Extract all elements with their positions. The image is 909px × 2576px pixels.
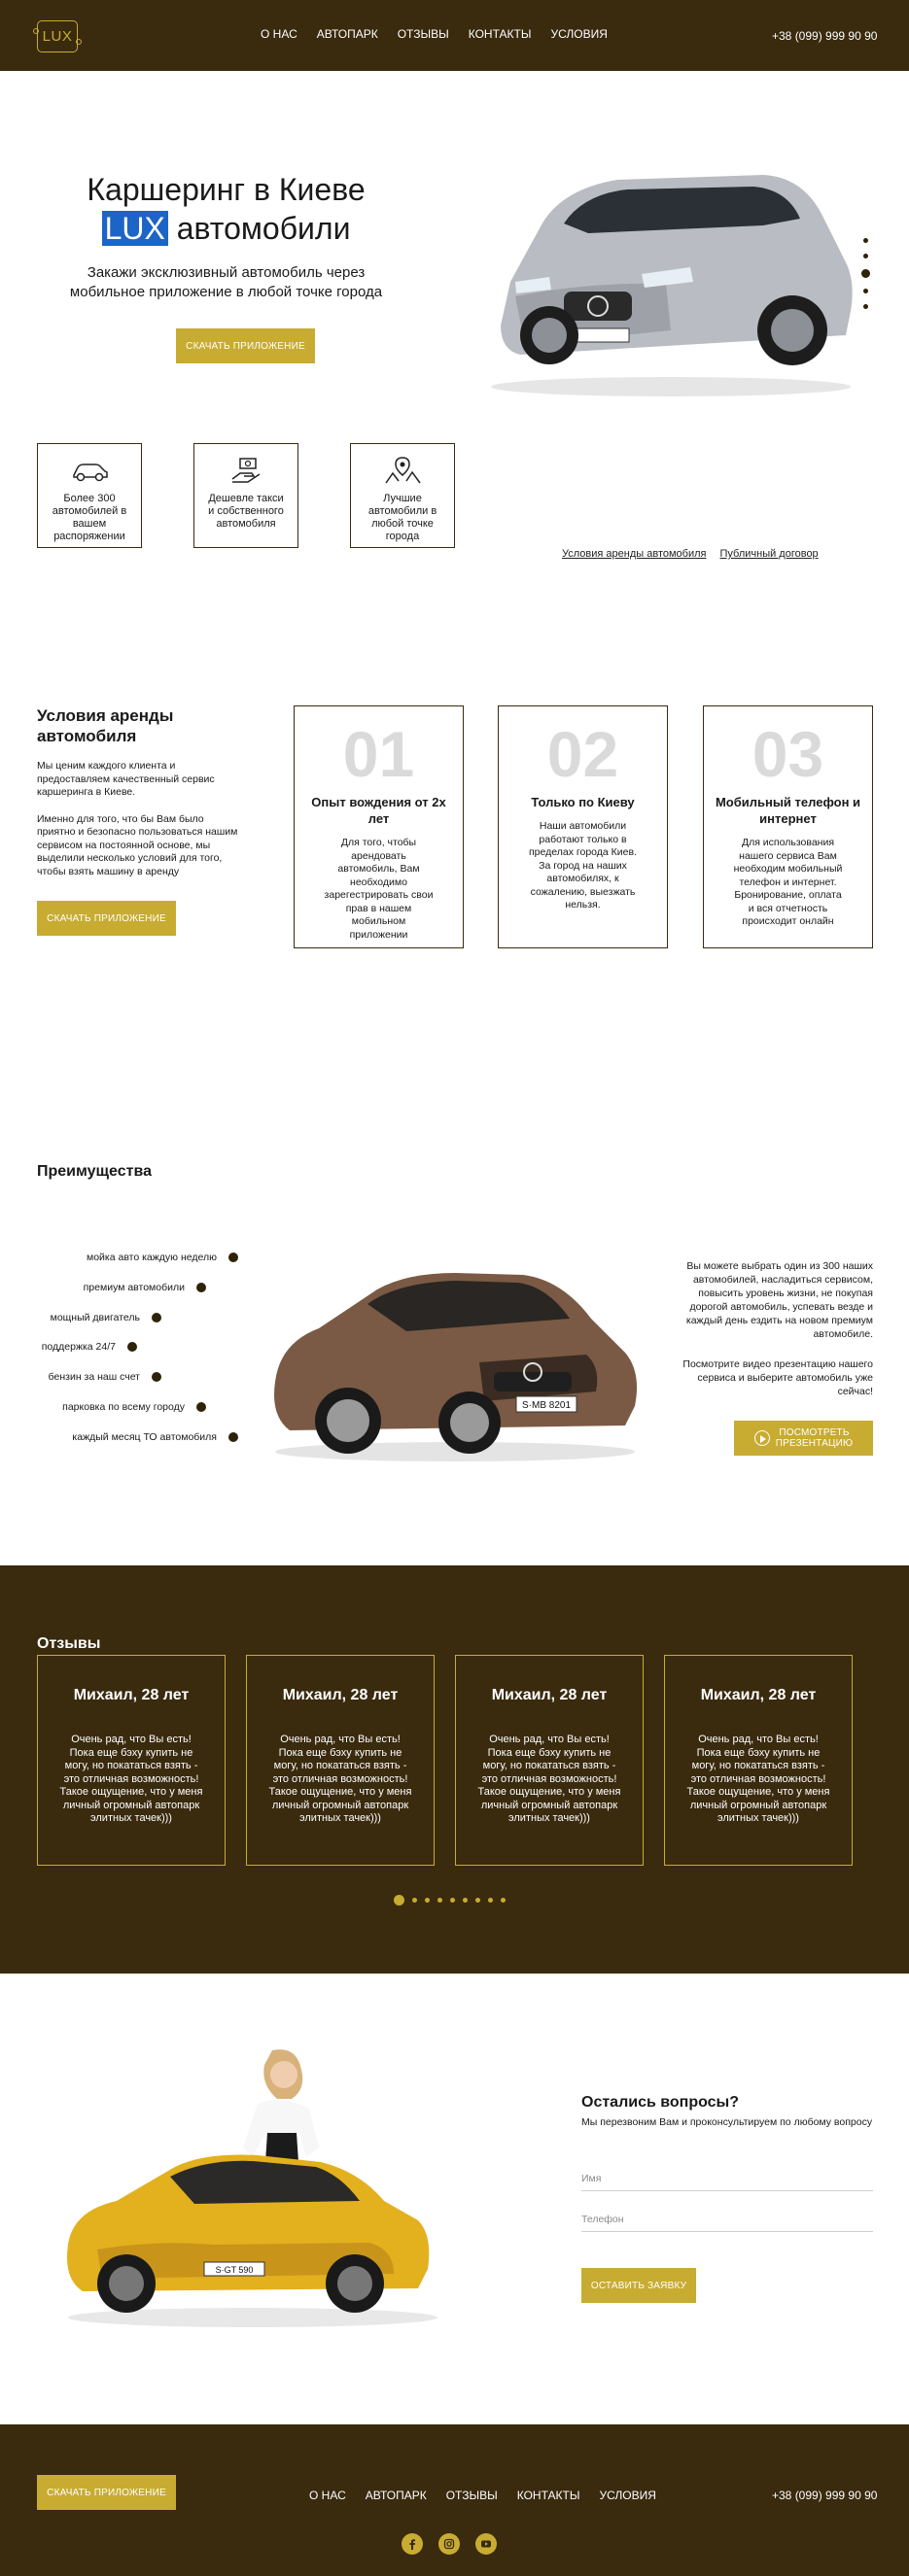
slider-dot[interactable] xyxy=(863,254,868,258)
condition-title: Опыт вождения от 2х лет xyxy=(311,795,446,826)
bullet-icon xyxy=(152,1313,161,1322)
advantage-label: каждый месяц ТО автомобиля xyxy=(72,1430,217,1443)
footer-nav-about[interactable]: О НАС xyxy=(309,2489,346,2502)
slider-dot[interactable] xyxy=(863,289,868,293)
header-phone[interactable]: +38 (099) 999 90 90 xyxy=(772,29,878,43)
watch-presentation-button[interactable] xyxy=(734,1421,873,1456)
hero-suv-image xyxy=(472,136,865,403)
condition-text: Для того, чтобы арендовать автомобиль, Вам необходимо зарегестрировать свои прав в нашем мобильном приложении xyxy=(324,837,434,941)
advantage-item xyxy=(87,1251,238,1263)
site-header xyxy=(0,0,909,71)
pagination-dot[interactable] xyxy=(450,1898,455,1903)
hero-title xyxy=(58,170,394,248)
hero-lux-badge: LUX xyxy=(102,211,168,246)
nav-contacts[interactable]: КОНТАКТЫ xyxy=(468,27,532,41)
footer-nav xyxy=(309,2489,656,2502)
bullet-icon xyxy=(196,1283,206,1292)
pagination-dot[interactable] xyxy=(412,1898,417,1903)
presentation-label xyxy=(776,1427,854,1449)
slider-dot-active[interactable] xyxy=(861,269,870,278)
advantage-label: мощный двигатель xyxy=(50,1311,140,1323)
conditions-paragraph: Мы ценим каждого клиента и предоставляем качественный сервис каршеринга в Киеве. xyxy=(37,760,215,798)
advantage-item xyxy=(84,1281,206,1293)
slider-dot[interactable] xyxy=(863,238,868,243)
map-pin-icon xyxy=(381,456,424,485)
footer-nav-terms[interactable]: УСЛОВИЯ xyxy=(599,2489,656,2502)
advantage-item xyxy=(72,1430,238,1443)
presentation-label-line2: ПРЕЗЕНТАЦИЮ xyxy=(775,1438,854,1449)
car-icon xyxy=(68,456,111,485)
footer-phone[interactable]: +38 (099) 999 90 90 xyxy=(772,2489,878,2502)
review-text: Очень рад, что Вы есть! Пока еще бэху купить не могу, но покататься взять - это отличная возможность! Такое ощущение, что у меня личный огромный автопарк элитных тачек))) xyxy=(268,1734,412,1824)
advantage-item xyxy=(51,1311,161,1323)
condition-title: Только по Киеву xyxy=(531,795,635,809)
nav-terms[interactable]: УСЛОВИЯ xyxy=(550,27,608,41)
review-author: Михаил, 28 лет xyxy=(282,1687,399,1703)
feature-card xyxy=(350,443,455,548)
advantage-item xyxy=(42,1340,137,1353)
advantages-description: Вы можете выбрать один из 300 наших автомобилей, насладиться сервисом, повысить уровень жизни, не покупая дорогой автомобиль, успевать везде и каждый день ездить на новом премиум автомобиле. xyxy=(685,1260,873,1340)
play-icon xyxy=(754,1430,770,1446)
reviews-title: Отзывы xyxy=(37,1635,101,1652)
condition-number: 01 xyxy=(342,718,415,790)
nav-reviews[interactable]: ОТЗЫВЫ xyxy=(397,27,449,41)
review-text: Очень рад, что Вы есть! Пока еще бэху купить не могу, но покататься взять - это отличная возможность! Такое ощущение, что у меня личный огромный автопарк элитных тачек))) xyxy=(477,1734,621,1824)
phone-input[interactable] xyxy=(581,2207,873,2232)
pagination-dot-active[interactable] xyxy=(394,1895,404,1906)
footer-nav-contacts[interactable]: КОНТАКТЫ xyxy=(516,2489,580,2502)
advantage-label: поддержка 24/7 xyxy=(41,1340,116,1353)
footer-nav-reviews[interactable]: ОТЗЫВЫ xyxy=(445,2489,498,2502)
review-author: Михаил, 28 лет xyxy=(700,1687,817,1703)
money-hand-icon xyxy=(225,456,267,485)
download-app-button[interactable]: СКАЧАТЬ ПРИЛОЖЕНИЕ xyxy=(176,328,315,363)
hero-title-line2: автомобили xyxy=(167,211,351,246)
condition-number: 03 xyxy=(752,718,824,790)
nav-fleet[interactable]: АВТОПАРК xyxy=(316,27,378,41)
pagination-dot[interactable] xyxy=(501,1898,506,1903)
review-card xyxy=(455,1655,644,1866)
advantage-item xyxy=(62,1400,206,1413)
nav-about[interactable]: О НАС xyxy=(261,27,297,41)
condition-card xyxy=(294,705,464,948)
review-card xyxy=(664,1655,853,1866)
bullet-icon xyxy=(152,1372,161,1382)
woman-with-car-image xyxy=(58,2041,447,2332)
conditions-paragraph: Именно для того, что бы Вам было приятно и безопасно пользоваться нашим сервисом на постоянной основе, мы выделили несколько условий для того, чтобы взять машину в аренду xyxy=(37,812,238,877)
review-text: Очень рад, что Вы есть! Пока еще бэху купить не могу, но покататься взять - это отличная возможность! Такое ощущение, что у меня личный огромный автопарк элитных тачек))) xyxy=(686,1734,830,1824)
advantages-cta-text: Посмотрите видео презентацию нашего сервиса и выберите автомобиль уже сейчас! xyxy=(682,1358,873,1397)
condition-text: Для использования нашего сервиса Вам необходим мобильный телефон и интернет. Бронирование, оплата и вся отчетность происходит онлайн xyxy=(733,837,843,927)
condition-card xyxy=(703,705,873,948)
contract-link[interactable]: Публичный договор xyxy=(719,548,819,560)
pagination-dot[interactable] xyxy=(425,1898,430,1903)
pagination-dot[interactable] xyxy=(488,1898,493,1903)
hero-title-line1: Каршеринг в Киеве xyxy=(87,172,366,207)
bullet-icon xyxy=(228,1432,238,1442)
reviews-pagination xyxy=(394,1895,506,1906)
contact-title: Остались вопросы? xyxy=(581,2094,739,2111)
hero-slider-dots xyxy=(863,238,870,309)
advantage-label: бензин за наш счет xyxy=(48,1370,140,1383)
pagination-dot[interactable] xyxy=(475,1898,480,1903)
facebook-icon[interactable] xyxy=(402,2533,423,2555)
presentation-label-line1: ПОСМОТРЕТЬ xyxy=(779,1427,850,1438)
review-card xyxy=(37,1655,226,1866)
bullet-icon xyxy=(196,1402,206,1412)
advantage-item xyxy=(49,1370,161,1383)
submit-request-button[interactable]: ОСТАВИТЬ ЗАЯВКУ xyxy=(581,2268,696,2303)
name-input[interactable] xyxy=(581,2166,873,2191)
logo-text: LUX xyxy=(42,28,73,45)
advantages-title: Преимущества xyxy=(37,1163,152,1180)
social-links xyxy=(402,2533,497,2555)
instagram-icon[interactable] xyxy=(438,2533,460,2555)
slider-dot[interactable] xyxy=(863,304,868,309)
condition-title: Мобильный телефон и интернет xyxy=(715,795,861,826)
condition-text: Наши автомобили работают только в пределах города Киев. За город на наших автомобилях, к сожалению, выезжать нельзя. xyxy=(529,820,637,910)
coupe-plate: S·MB 8201 xyxy=(521,1400,572,1411)
feature-card xyxy=(193,443,298,548)
feature-card xyxy=(37,443,142,548)
review-text: Очень рад, что Вы есть! Пока еще бэху купить не могу, но покататься взять - это отличная возможность! Такое ощущение, что у меня личный огромный автопарк элитных тачек))) xyxy=(59,1734,203,1824)
bullet-icon xyxy=(228,1253,238,1262)
download-app-button[interactable]: СКАЧАТЬ ПРИЛОЖЕНИЕ xyxy=(37,901,176,936)
review-author: Михаил, 28 лет xyxy=(491,1687,608,1703)
hero-links xyxy=(562,548,819,560)
gt-plate: S·GT 590 xyxy=(215,2265,254,2275)
conditions-text xyxy=(37,760,243,878)
pagination-dot[interactable] xyxy=(437,1898,442,1903)
advantage-label: мойка авто каждую неделю xyxy=(86,1251,217,1263)
feature-text: Дешевле такси и собственного автомобиля xyxy=(208,493,284,530)
advantage-label: премиум автомобили xyxy=(83,1281,185,1293)
feature-text: Лучшие автомобили в любой точке города xyxy=(367,493,437,542)
bullet-icon xyxy=(127,1342,137,1352)
footer-nav-fleet[interactable]: АВТОПАРК xyxy=(365,2489,427,2502)
pagination-dot[interactable] xyxy=(463,1898,468,1903)
main-nav xyxy=(261,27,608,41)
download-app-button[interactable]: СКАЧАТЬ ПРИЛОЖЕНИЕ xyxy=(37,2475,176,2510)
terms-link[interactable]: Условия аренды автомобиля xyxy=(562,548,707,560)
reviews-section xyxy=(0,1565,909,1974)
review-card xyxy=(246,1655,435,1866)
coupe-image xyxy=(261,1246,649,1469)
hero-subtitle: Закажи эксклюзивный автомобиль через мобильное приложение в любой точке города xyxy=(69,264,383,300)
conditions-title: Условия аренды автомобиля xyxy=(37,706,174,745)
logo[interactable] xyxy=(37,20,78,52)
advantage-label: парковка по всему городу xyxy=(62,1400,185,1413)
contact-subtitle: Мы перезвоним Вам и проконсультируем по любому вопросу xyxy=(581,2116,873,2128)
youtube-icon[interactable] xyxy=(475,2533,497,2555)
site-footer xyxy=(0,2424,909,2576)
condition-number: 02 xyxy=(546,718,619,790)
condition-card xyxy=(498,705,668,948)
feature-text: Более 300 автомобилей в вашем распоряжении xyxy=(52,493,127,542)
review-author: Михаил, 28 лет xyxy=(73,1687,190,1703)
